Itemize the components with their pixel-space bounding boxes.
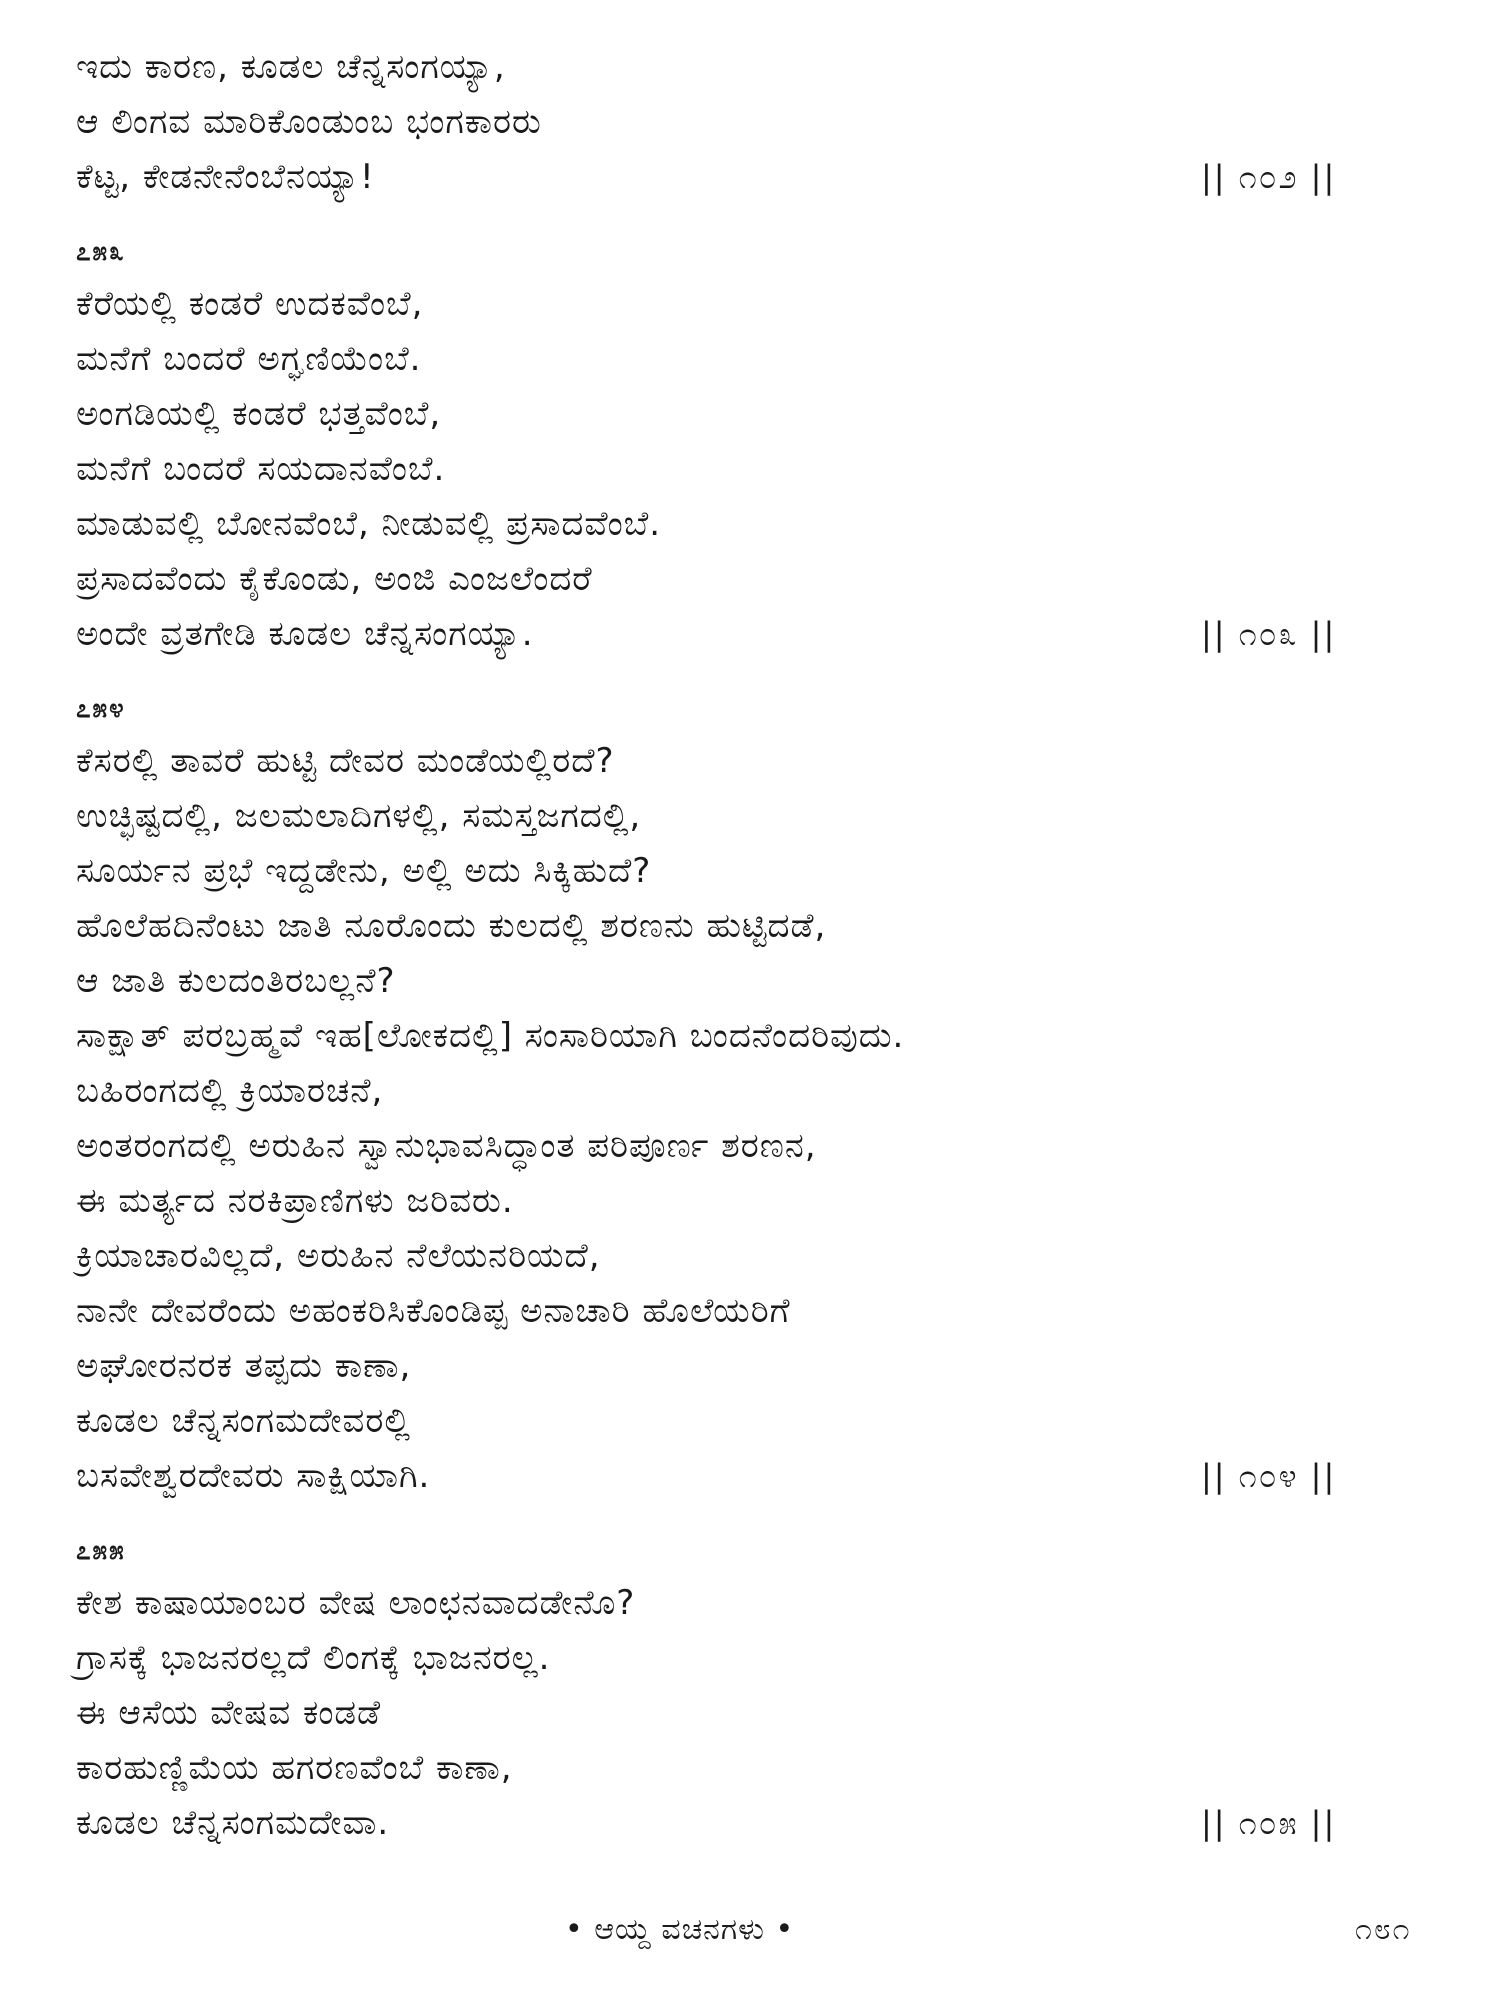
verse-line-text: ಕೆಟ್ಟ, ಕೇಡನೇನೆಂಬೆನಯ್ಯಾ! xyxy=(76,157,375,197)
verse-line: ಕೆರೆಯಲ್ಲಿ ಕಂಡರೆ ಉದಕವೆಂಬೆ, xyxy=(76,284,424,324)
verse-block xyxy=(76,1526,1376,1851)
verse-end-mark: || ೧೦೩ || xyxy=(1201,615,1337,653)
verse-line: ಅಂಗಡಿಯಲ್ಲಿ ಕಂಡರೆ ಭತ್ತವೆಂಬೆ, xyxy=(76,394,442,434)
verse-line: ಸಾಕ್ಷಾತ್ ಪರಬ್ರಹ್ಮವೆ ಇಹ[ಲೋಕದಲ್ಲಿ] ಸಂಸಾರಿಯಾಗಿ ಬಂದನೆಂದರಿವುದು. xyxy=(76,1016,905,1056)
verse-line-text: ಬಸವೇಶ್ವರದೇವರು ಸಾಕ್ಷಿಯಾಗಿ. xyxy=(76,1456,431,1496)
verse-end-mark: || ೧೦೨ || xyxy=(1201,158,1337,196)
verse-line xyxy=(76,1796,1376,1851)
verse-line xyxy=(76,150,1376,205)
verse-line xyxy=(76,607,1376,662)
verse-line: ಹೊಲೆಹದಿನೆಂಟು ಜಾತಿ ನೂರೊಂದು ಕುಲದಲ್ಲಿ ಶರಣನು ಹುಟ್ಟಿದಡೆ, xyxy=(76,906,827,946)
verse-line: ಈ ಮರ್ತ್ಯದ ನರಕಿಪ್ರಾಣಿಗಳು ಜರಿವರು. xyxy=(76,1181,514,1221)
verse-line: ಮಾಡುವಲ್ಲಿ ಬೋನವೆಂಬೆ, ನೀಡುವಲ್ಲಿ ಪ್ರಸಾದವೆಂಬೆ. xyxy=(76,504,662,544)
verse-line: ಮನೆಗೆ ಬಂದರೆ ಅಗ್ಘಣಿಯೆಂಬೆ. xyxy=(76,339,422,379)
verse-line: ಬಹಿರಂಗದಲ್ಲಿ ಕ್ರಿಯಾರಚನೆ, xyxy=(76,1071,384,1111)
verse-line-text: ಕೂಡಲ ಚೆನ್ನಸಂಗಮದೇವಾ. xyxy=(76,1803,390,1843)
verse-column xyxy=(76,40,1376,1851)
verse-line: ಸೂರ್ಯನ ಪ್ರಭೆ ಇದ್ದಡೇನು, ಅಲ್ಲಿ ಅದು ಸಿಕ್ಕಿಹುದೆ? xyxy=(76,851,652,891)
verse-block xyxy=(76,227,1376,662)
page-footer xyxy=(0,1905,1500,1955)
verse-line: ಆ ಜಾತಿ ಕುಲದಂತಿರಬಲ್ಲನೆ? xyxy=(76,961,396,1001)
page-number: ೧೮೧ xyxy=(1355,1912,1412,1947)
verse-line: ಪ್ರಸಾದವೆಂದು ಕೈಕೊಂಡು, ಅಂಜಿ ಎಂಜಲೆಂದರೆ xyxy=(76,559,593,599)
verse-line: ನಾನೇ ದೇವರೆಂದು ಅಹಂಕರಿಸಿಕೊಂಡಿಪ್ಪ ಅನಾಚಾರಿ ಹೊಲೆಯರಿಗೆ xyxy=(76,1291,791,1331)
section-number: ೭೫೫ xyxy=(76,1536,126,1566)
section-number: ೭೫೪ xyxy=(76,694,126,724)
verse-line: ಕೇಶ ಕಾಷಾಯಾಂಬರ ವೇಷ ಲಾಂಛನವಾದಡೇನೊ? xyxy=(76,1583,636,1623)
verse-block xyxy=(76,40,1376,205)
verse-end-mark: || ೧೦೪ || xyxy=(1201,1457,1337,1495)
verse-line: ಈ ಆಸೆಯ ವೇಷವ ಕಂಡಡೆ xyxy=(76,1693,382,1733)
verse-line-text: ಅಂದೇ ವ್ರತಗೇಡಿ ಕೂಡಲ ಚೆನ್ನಸಂಗಯ್ಯಾ. xyxy=(76,614,534,654)
section-number: ೭೫೩ xyxy=(76,237,126,267)
verse-line xyxy=(76,1449,1376,1504)
verse-line: ಗ್ರಾಸಕ್ಕೆ ಭಾಜನರಲ್ಲದೆ ಲಿಂಗಕ್ಕೆ ಭಾಜನರಲ್ಲ. xyxy=(76,1638,551,1678)
verse-line: ಮನೆಗೆ ಬಂದರೆ ಸಯದಾನವೆಂಬೆ. xyxy=(76,449,446,489)
verse-line: ಇದು ಕಾರಣ, ಕೂಡಲ ಚೆನ್ನಸಂಗಯ್ಯಾ, xyxy=(76,47,506,87)
verse-line: ಅಂತರಂಗದಲ್ಲಿ ಅರುಹಿನ ಸ್ವಾನುಭಾವಸಿದ್ಧಾಂತ ಪರಿಪೂರ್ಣ ಶರಣನ, xyxy=(76,1126,817,1166)
verse-line: ಕೂಡಲ ಚೆನ್ನಸಂಗಮದೇವರಲ್ಲಿ xyxy=(76,1401,412,1441)
running-title: • ಆಯ್ದ ವಚನಗಳು • xyxy=(565,1912,795,1947)
verse-line: ಅಘೋರನರಕ ತಪ್ಪದು ಕಾಣಾ, xyxy=(76,1346,412,1386)
verse-line: ಕಾರಹುಣ್ಣಿಮೆಯ ಹಗರಣವೆಂಬೆ ಕಾಣಾ, xyxy=(76,1748,513,1788)
verse-block xyxy=(76,684,1376,1504)
verse-line: ಉಚ್ಛಿಷ್ಟದಲ್ಲಿ, ಜಲಮಲಾದಿಗಳಲ್ಲಿ, ಸಮಸ್ತಜಗದಲ್ಲಿ, xyxy=(76,796,642,836)
verse-end-mark: || ೧೦೫ || xyxy=(1201,1804,1337,1842)
verse-line: ಕೆಸರಲ್ಲಿ ತಾವರೆ ಹುಟ್ಟಿ ದೇವರ ಮಂಡೆಯಲ್ಲಿರದೆ? xyxy=(76,741,615,781)
verse-line: ಕ್ರಿಯಾಚಾರವಿಲ್ಲದೆ, ಅರುಹಿನ ನೆಲೆಯನರಿಯದೆ, xyxy=(76,1236,601,1276)
verse-line: ಆ ಲಿಂಗವ ಮಾರಿಕೊಂಡುಂಬ ಭಂಗಕಾರರು xyxy=(76,102,542,142)
